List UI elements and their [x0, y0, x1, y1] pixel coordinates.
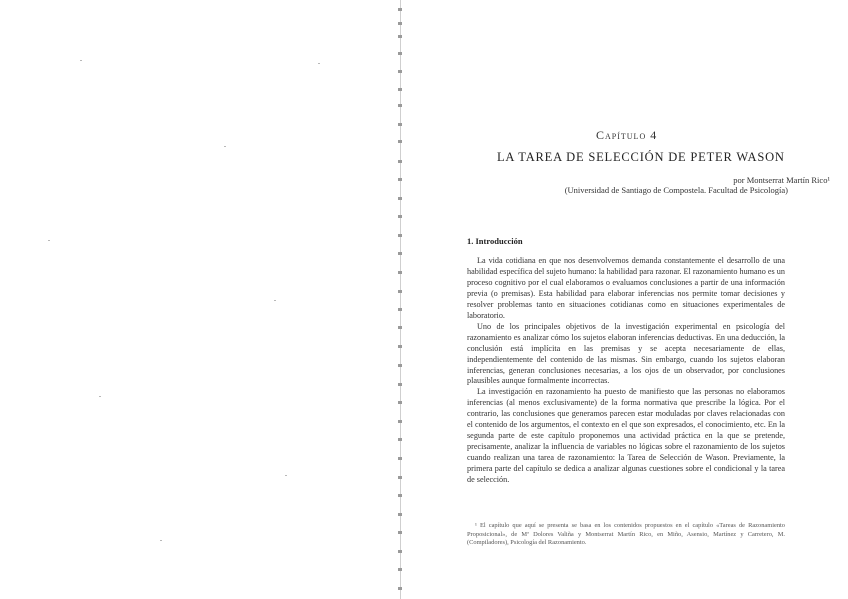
section-heading: 1. Introducción	[467, 236, 523, 246]
chapter-label: Capítulo 4	[596, 128, 658, 142]
paragraph: La investigación en razonamiento ha puesto de manifiesto que las personas no elaboramos inferencias (al menos exclusivamente) de la forma normativa que prescribe la lógica. Por el contrario, las conclusiones que generamos parecen estar moduladas por claves relacionadas con el contenido de los argumentos, el contexto en el que son expresados, el conocimiento, etc. En la segunda parte de este capítulo proponemos una actividad práctica en la que se pretende, precisamente, analizar la influencia de variables no lógicas sobre el razonamiento de los sujetos cuando realizan una tarea de razonamiento: la Tarea de Selección de Wason. Previamente, la primera parte del capítulo se dedica a analizar algunas cuestiones sobre el condicional y la tarea de selección.	[467, 387, 785, 485]
scan-speck	[285, 475, 287, 476]
scan-speck	[160, 540, 162, 541]
scan-speck	[318, 63, 320, 64]
scan-speck	[80, 60, 82, 61]
scan-speck	[99, 396, 101, 397]
paragraph: La vida cotidiana en que nos desenvolvemos demanda constantemente el desarrollo de una habilidad específica del sujeto humano: la habilidad para razonar. El razonamiento humano es un proceso cognitivo por el cual elaboramos o evaluamos conclusiones a partir de una información previa (o premisas). Esta habilidad para elaborar inferencias nos permite tomar decisiones y resolver problemas tanto en situaciones cotidianas como en situaciones experimentales de laboratorio.	[467, 256, 785, 320]
left-page-blank	[0, 0, 395, 599]
footnote-text: ¹ El capítulo que aquí se presenta se basa en los contenidos propuestos en el capítulo «Tareas de Razonamiento Proposicional», de Mª Dolores Valiña y Montserrat Martín Rico, en Miño, Asensio, Martínez y Carretero, M. (Compiladores), Psicología del Razonamiento.	[467, 522, 785, 546]
book-spine-gutter	[396, 0, 405, 599]
scan-speck	[48, 240, 50, 241]
body-text	[467, 256, 785, 486]
scan-speck	[224, 146, 226, 147]
scan-speck	[274, 300, 276, 301]
author-affiliation: (Universidad de Santiago de Compostela. Facultad de Psicología)	[564, 185, 788, 195]
chapter-title: LA TAREA DE SELECCIÓN DE PETER WASON	[497, 150, 785, 164]
footnote	[467, 522, 785, 548]
chapter-author: por Montserrat Martín Rico¹	[733, 175, 830, 185]
paragraph: Uno de los principales objetivos de la investigación experimental en psicología del razonamiento es analizar cómo los sujetos elaboran inferencias deductivas. En una deducción, la conclusión está implícita en las premisas y se acepta necesariamente de ellas, independientemente del contenido de las mismas. Sin embargo, cuando los sujetos elaboran inferencias, generan conclusiones necesarias, a los ojos de un observador, por conclusiones plausibles aunque formalmente incorrectas.	[467, 321, 785, 386]
